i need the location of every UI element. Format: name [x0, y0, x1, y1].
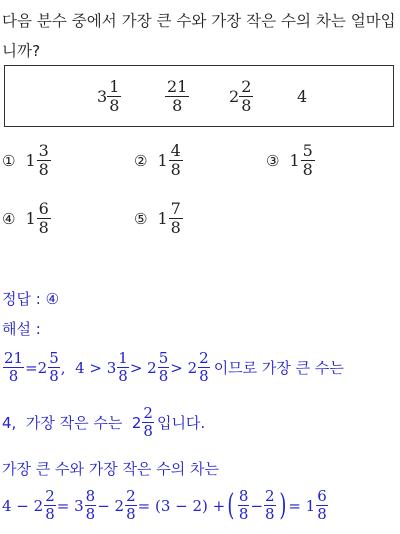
choice-5[interactable]: [134, 200, 183, 237]
whole-part: 1: [25, 151, 36, 170]
equation-text: − 2: [97, 496, 125, 515]
fraction: $\frac{2}{8}$: [45, 487, 55, 523]
fraction-box: [4, 65, 394, 127]
solution-line-3: 가장 큰 수와 가장 작은 수의 차는: [2, 460, 219, 478]
equation-text: = 1: [288, 496, 316, 515]
equation-text: > 2: [170, 358, 198, 377]
equation-text: = 3: [56, 496, 84, 515]
whole-part: 1: [157, 209, 168, 228]
choice-2[interactable]: [134, 142, 183, 179]
equation-text: −: [250, 496, 264, 515]
choice-number: ③: [266, 151, 280, 170]
fraction: $\frac{21}{8}$: [167, 76, 188, 115]
whole-part: 3: [97, 86, 108, 106]
fraction: $\frac{2}{8}$: [143, 404, 153, 440]
equation-text: = (3 − 2) +: [137, 496, 226, 515]
whole-part: 1: [157, 151, 168, 170]
choice-number: ②: [134, 151, 148, 170]
fraction: $\frac{5}{8}$: [158, 349, 169, 385]
fraction: $\frac{2}{8}$: [241, 76, 252, 115]
fraction: $\frac{4}{8}$: [170, 141, 181, 179]
whole-part: 1: [289, 151, 300, 170]
fraction: $\frac{5}{8}$: [302, 141, 313, 179]
choice-4[interactable]: [2, 200, 51, 237]
question-text: 다음 분수 중에서 가장 큰 수와 가장 작은 수의 차는 얼마입니까?: [2, 12, 396, 60]
fraction: $\frac{5}{8}$: [49, 349, 59, 385]
fraction: $\frac{6}{8}$: [38, 199, 49, 237]
choice-number: ①: [2, 151, 16, 170]
fraction: $\frac{7}{8}$: [170, 199, 181, 237]
fraction: $\frac{21}{8}$: [4, 349, 24, 385]
box-item-1: [97, 74, 121, 118]
equation-text: 이므로 가장 큰 수는: [213, 359, 344, 377]
fraction: $\frac{2}{8}$: [199, 349, 209, 385]
fraction: $\frac{6}{8}$: [317, 487, 327, 523]
solution-line-1: [2, 350, 344, 385]
choice-number: ④: [2, 209, 16, 228]
choice-1[interactable]: [2, 142, 51, 179]
choice-3[interactable]: [266, 142, 315, 179]
fraction: $\frac{2}{8}$: [126, 487, 136, 523]
whole-part: 2: [229, 86, 240, 106]
equation-text: > 2: [129, 358, 157, 377]
box-item-4: [297, 74, 307, 118]
whole-part: 1: [25, 209, 36, 228]
fraction: $\frac{8}{8}$: [238, 487, 249, 523]
fraction: $\frac{8}{8}$: [85, 487, 96, 523]
equation-text: =2: [25, 358, 48, 377]
fraction: $\frac{2}{8}$: [265, 487, 275, 523]
equation-text: 4, 가장 작은 수는 2: [2, 414, 142, 432]
box-item-3: [229, 74, 253, 118]
explanation-label: 해설 :: [2, 320, 41, 338]
equation-text: 4 − 2: [2, 496, 44, 515]
equation-text: , 4 > 3: [60, 358, 117, 377]
fraction: $\frac{1}{8}$: [118, 349, 128, 385]
right-paren: ): [278, 487, 286, 523]
box-item-2: [165, 74, 189, 118]
solution-line-4: [2, 488, 329, 523]
solution-line-2: [2, 405, 205, 440]
answer-label: 정답 : ④: [2, 290, 60, 308]
fraction: $\frac{1}{8}$: [109, 76, 120, 115]
choice-number: ⑤: [134, 209, 148, 228]
equation-text: 입니다.: [156, 414, 206, 432]
fraction: $\frac{3}{8}$: [38, 141, 49, 179]
whole-part: 4: [297, 86, 308, 106]
left-paren: (: [227, 487, 235, 523]
